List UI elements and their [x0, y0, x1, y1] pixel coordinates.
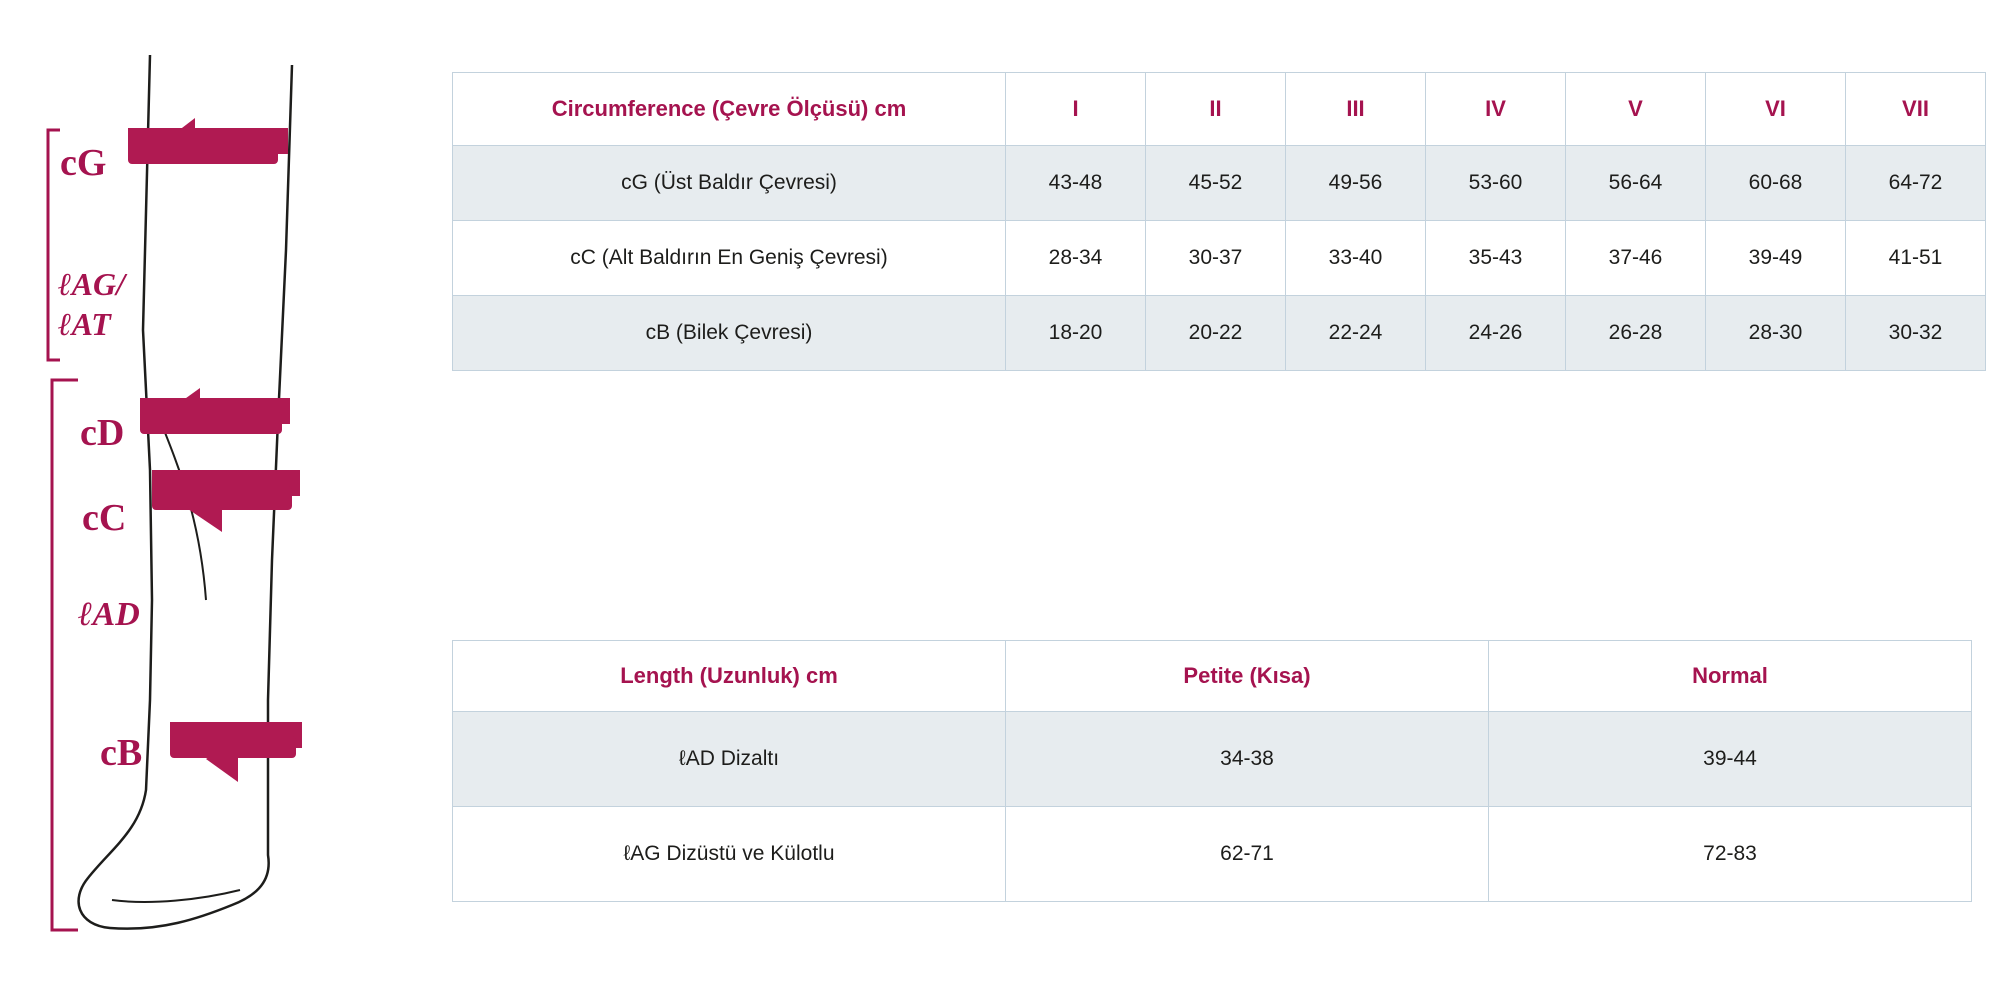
length-table-head — [453, 641, 1972, 712]
row-label-cb: cB (Bilek Çevresi) — [453, 296, 1006, 371]
length-table-body — [453, 712, 1972, 902]
cell-cb-7: 30-32 — [1846, 296, 1986, 371]
header-normal: Normal — [1489, 641, 1972, 712]
leg-measurement-diagram — [0, 0, 420, 1000]
header-size-7: VII — [1846, 73, 1986, 146]
cell-cb-5: 26-28 — [1566, 296, 1706, 371]
cell-cc-4: 35-43 — [1426, 221, 1566, 296]
header-size-2: II — [1146, 73, 1286, 146]
cell-cb-6: 28-30 — [1706, 296, 1846, 371]
cell-lad-petite: 34-38 — [1006, 712, 1489, 807]
table-row — [453, 146, 1986, 221]
cell-cc-6: 39-49 — [1706, 221, 1846, 296]
row-label-cg: cG (Üst Baldır Çevresi) — [453, 146, 1006, 221]
table-row — [453, 807, 1972, 902]
diagram-label-lAG: ℓAG/ — [58, 266, 126, 302]
diagram-label-cD: cD — [80, 412, 125, 454]
row-label-cc: cC (Alt Baldırın En Geniş Çevresi) — [453, 221, 1006, 296]
cell-cg-7: 64-72 — [1846, 146, 1986, 221]
circumference-table-head — [453, 73, 1986, 146]
length-table — [452, 640, 1972, 902]
header-size-3: III — [1286, 73, 1426, 146]
header-circumference: Circumference (Çevre Ölçüsü) cm — [453, 73, 1006, 146]
diagram-label-cG: cG — [60, 142, 107, 184]
cell-cc-5: 37-46 — [1566, 221, 1706, 296]
diagram-label-lAD: ℓAD — [78, 596, 140, 633]
cell-lag-normal: 72-83 — [1489, 807, 1972, 902]
header-size-6: VI — [1706, 73, 1846, 146]
table-header-row — [453, 641, 1972, 712]
table-row — [453, 712, 1972, 807]
diagram-label-lAT: ℓAT — [58, 306, 111, 342]
cell-lad-normal: 39-44 — [1489, 712, 1972, 807]
circumference-table-body — [453, 146, 1986, 371]
diagram-label-cC: cC — [82, 497, 127, 539]
cell-cc-7: 41-51 — [1846, 221, 1986, 296]
circumference-table — [452, 72, 1986, 371]
cell-cg-1: 43-48 — [1006, 146, 1146, 221]
header-length: Length (Uzunluk) cm — [453, 641, 1006, 712]
cell-cb-2: 20-22 — [1146, 296, 1286, 371]
header-size-1: I — [1006, 73, 1146, 146]
bracket-lower — [52, 380, 78, 930]
cell-lag-petite: 62-71 — [1006, 807, 1489, 902]
cell-cg-4: 53-60 — [1426, 146, 1566, 221]
cell-cc-3: 33-40 — [1286, 221, 1426, 296]
cell-cg-3: 49-56 — [1286, 146, 1426, 221]
cell-cg-2: 45-52 — [1146, 146, 1286, 221]
table-row — [453, 221, 1986, 296]
cell-cb-4: 24-26 — [1426, 296, 1566, 371]
row-label-lad: ℓAD Dizaltı — [453, 712, 1006, 807]
header-size-4: IV — [1426, 73, 1566, 146]
cell-cg-5: 56-64 — [1566, 146, 1706, 221]
table-header-row — [453, 73, 1986, 146]
table-row — [453, 296, 1986, 371]
header-size-5: V — [1566, 73, 1706, 146]
cell-cc-1: 28-34 — [1006, 221, 1146, 296]
diagram-label-cB: cB — [100, 732, 143, 774]
cell-cc-2: 30-37 — [1146, 221, 1286, 296]
header-petite: Petite (Kısa) — [1006, 641, 1489, 712]
row-label-lag: ℓAG Dizüstü ve Külotlu — [453, 807, 1006, 902]
cell-cg-6: 60-68 — [1706, 146, 1846, 221]
cell-cb-3: 22-24 — [1286, 296, 1426, 371]
cell-cb-1: 18-20 — [1006, 296, 1146, 371]
